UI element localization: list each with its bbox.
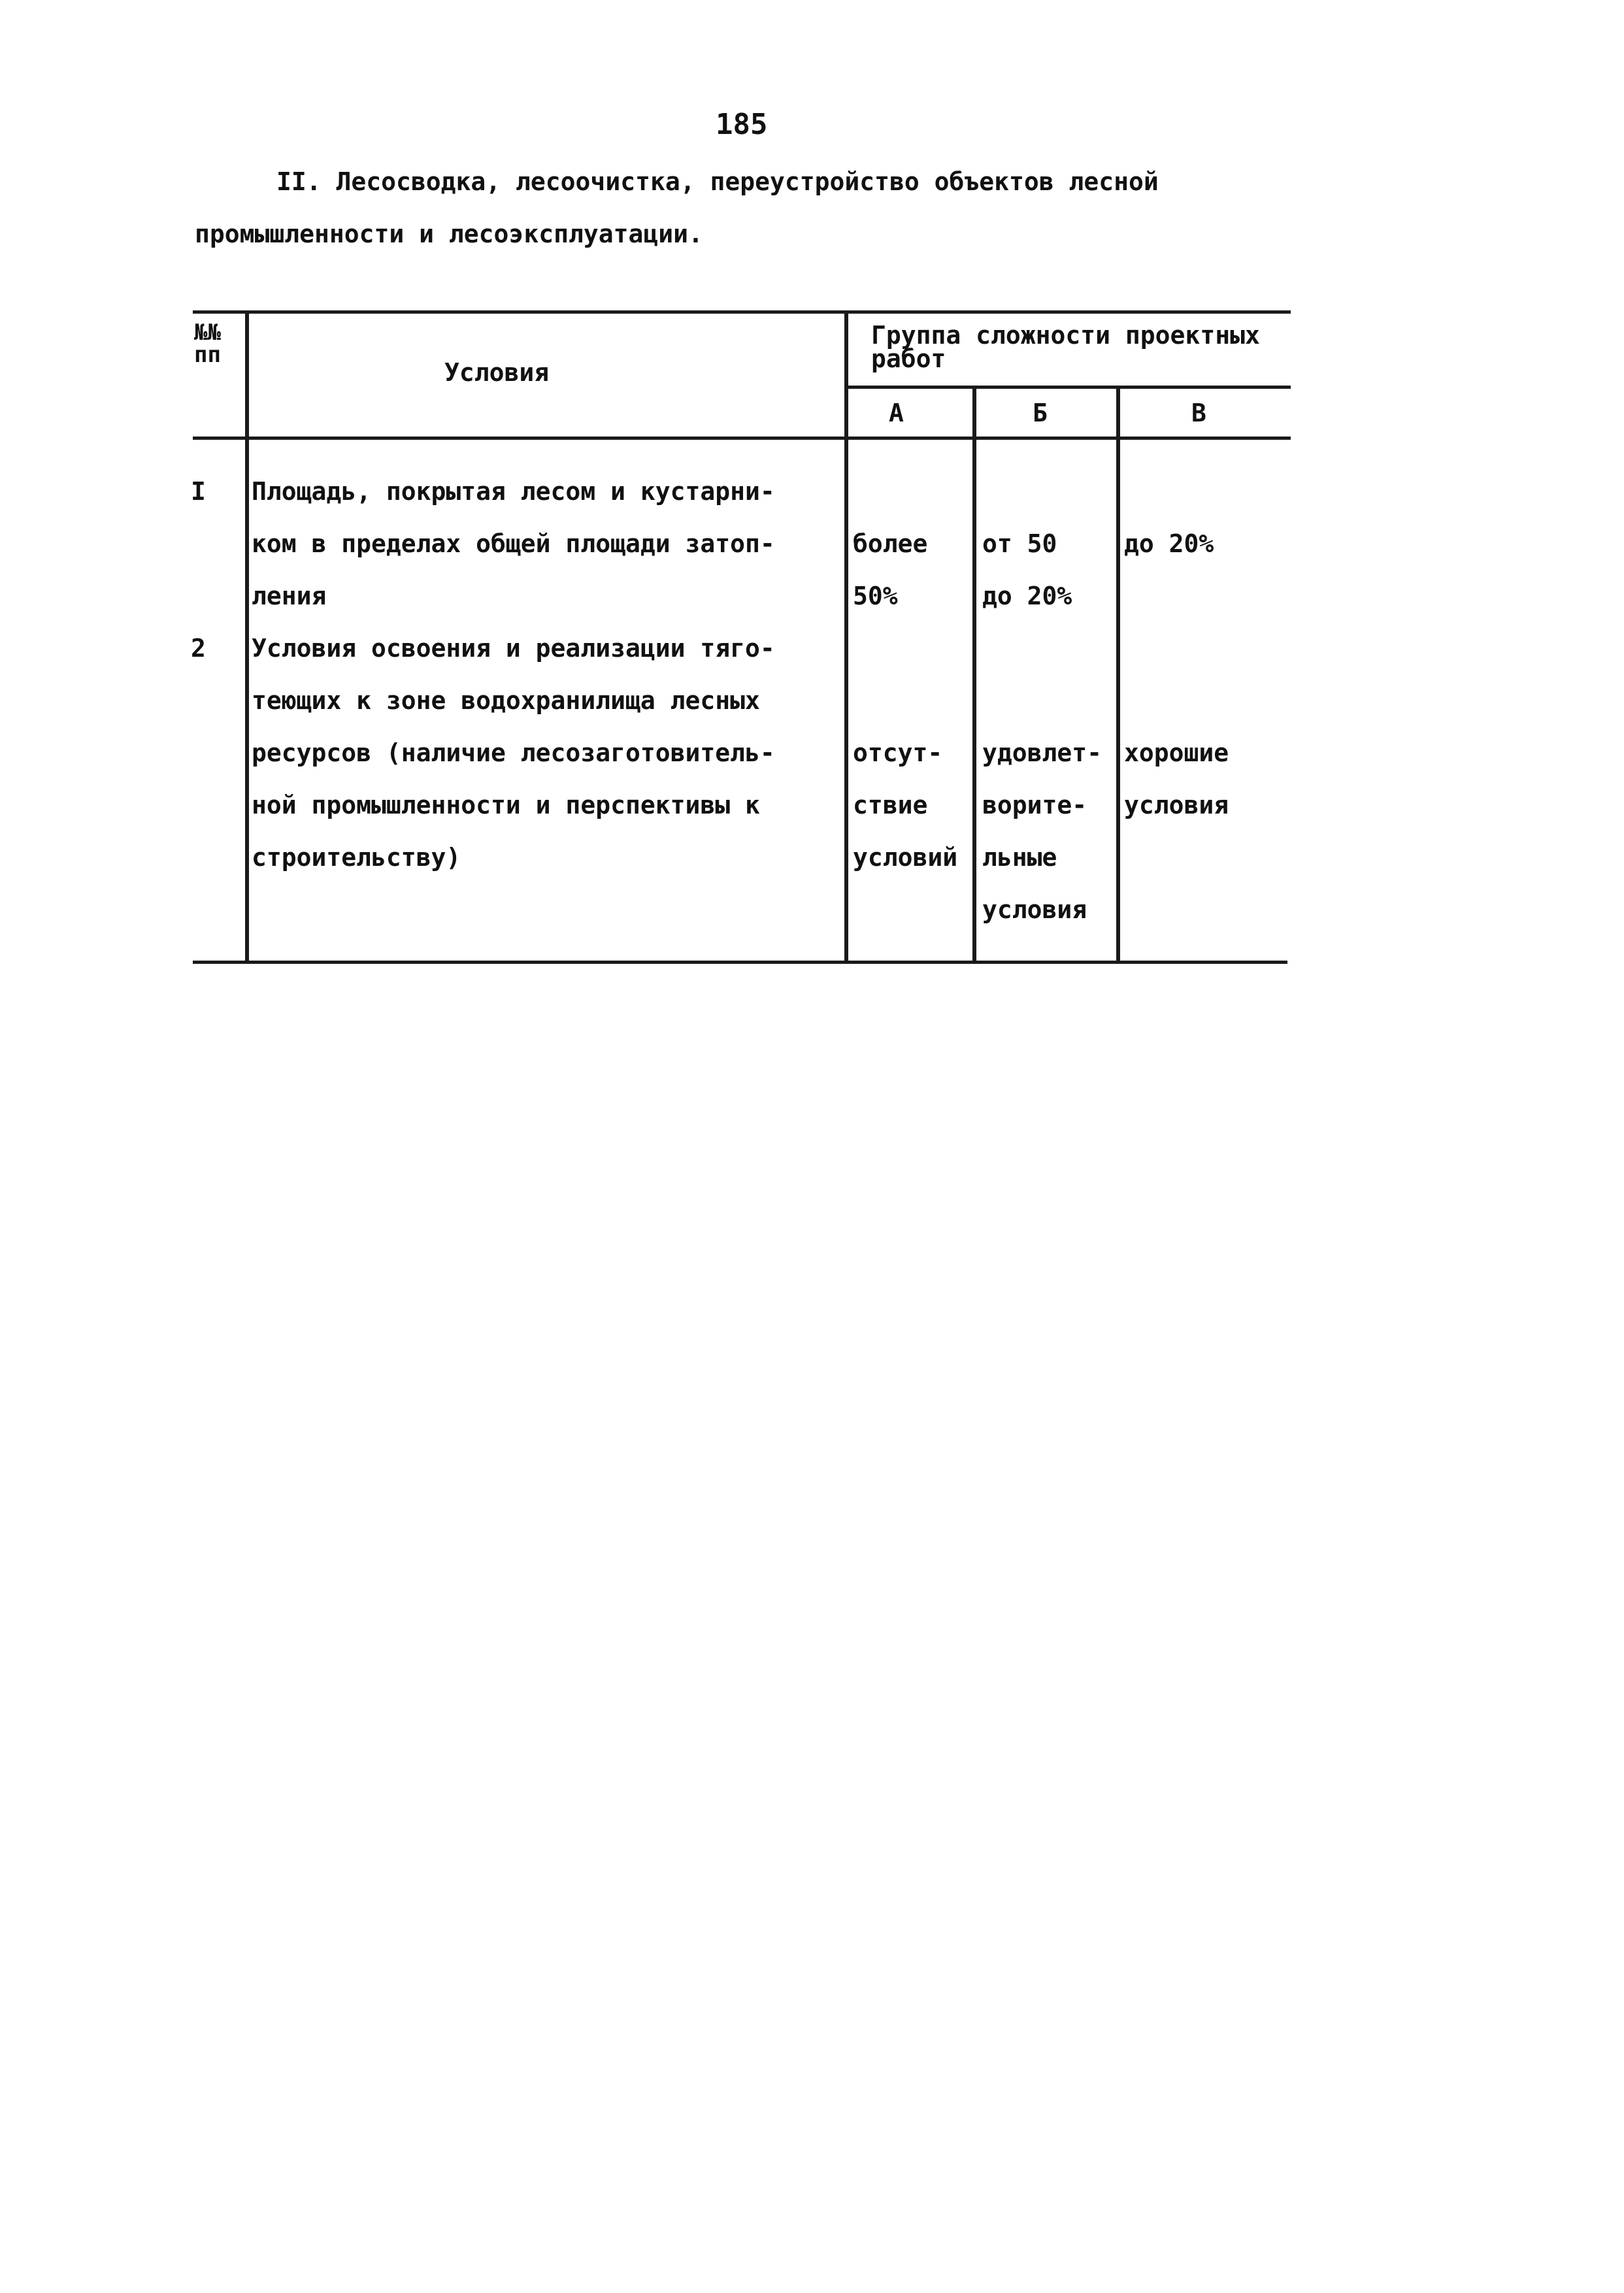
sub-header-a: А xyxy=(889,399,904,427)
row-2-group-c: хорошие условия xyxy=(1124,738,1229,819)
row-2-group-b: удовлет- ворите- льные условия xyxy=(982,738,1102,924)
sub-header-b: Б xyxy=(1033,399,1048,427)
complexity-group-header: Группа сложности проектных работ xyxy=(871,321,1260,373)
col-conditions-header: Условия xyxy=(444,358,550,387)
table-top-rule xyxy=(193,310,1291,314)
row-2-group-a: отсут- ствие условий xyxy=(853,738,958,872)
row-2-condition: Условия освоения и реализации тяго- теющих к зоне водохранилища лесных ресурсов (наличие лесозаготовитель- ной промышленности и перспективы к строительству) xyxy=(252,634,775,872)
row-1-condition: Площадь, покрытая лесом и кустарни- ком в пределах общей площади затоп- ления xyxy=(252,477,775,610)
col-rule-3 xyxy=(972,386,976,964)
row-1-group-c: до 20% xyxy=(1124,529,1214,558)
col-rule-2 xyxy=(844,310,848,964)
col-rule-4 xyxy=(1116,386,1120,964)
col-rule-1 xyxy=(245,310,249,964)
row-1-number: I xyxy=(191,477,206,506)
row-1-group-b: от 50 до 20% xyxy=(982,529,1072,610)
table-bottom-rule xyxy=(193,961,1287,964)
row-2-number: 2 xyxy=(191,634,206,663)
col-number-header: №№ пп xyxy=(194,320,221,368)
page-number: 185 xyxy=(716,108,768,141)
row-1-group-a: более 50% xyxy=(853,529,928,610)
sub-header-c: В xyxy=(1191,399,1206,427)
group-sub-rule xyxy=(846,386,1291,389)
section-heading xyxy=(195,156,1306,260)
heading-line-2: промышленности и лесоэксплуатации. xyxy=(195,220,703,248)
heading-line-1: II. Лесосводка, лесоочистка, переустройство объектов лесной xyxy=(276,167,1159,196)
header-bottom-rule xyxy=(193,437,1291,440)
